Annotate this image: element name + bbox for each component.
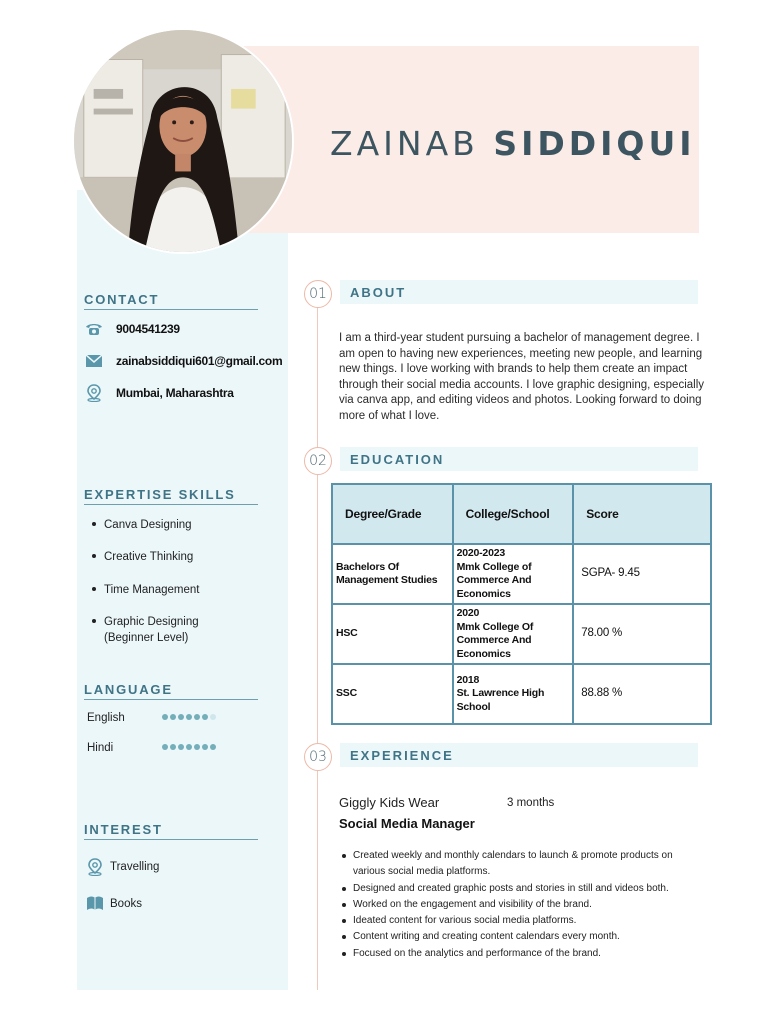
about-heading: ABOUT (350, 285, 407, 300)
level-dot (202, 714, 208, 720)
column-header: Degree/Grade (332, 484, 453, 544)
email-address[interactable]: zainabsiddiqui601@gmail.com (116, 354, 283, 368)
year: 2020 (456, 607, 480, 619)
degree-cell: Bachelors Of Management Studies (332, 544, 453, 604)
list-item: Created weekly and monthly calendars to launch & promote products on various social media platforms. (340, 848, 680, 881)
education-table (331, 483, 712, 725)
language-level-dots (162, 714, 216, 720)
school-name: St. Lawrence High School (456, 687, 545, 713)
list-item: Ideated content for various social media platforms. (340, 913, 680, 929)
level-dot (170, 744, 176, 750)
experience-heading: EXPERIENCE (350, 748, 454, 763)
school-cell (453, 544, 574, 604)
level-dot (170, 714, 176, 720)
school-cell (453, 664, 574, 724)
level-dot (210, 744, 216, 750)
profile-photo (72, 28, 294, 254)
skill-item: Graphic Designing (Beginner Level) (92, 614, 199, 646)
list-item: Focused on the analytics and performance of the brand. (340, 946, 680, 962)
list-item: Designed and created graphic posts and stories in still and videos both. (340, 881, 680, 897)
level-dot (178, 744, 184, 750)
table-row (332, 544, 711, 604)
person-name (330, 124, 696, 163)
score-cell: 88.88 % (573, 664, 711, 724)
contact-phone (84, 320, 284, 338)
school-cell (453, 604, 574, 664)
skill-level-note: (Beginner Level) (104, 632, 189, 644)
skill-item: Time Management (92, 582, 199, 598)
interest-item (86, 895, 142, 913)
company-name: Giggly Kids Wear (339, 795, 440, 810)
school-name: Mmk College of Commerce And Economics (456, 560, 532, 600)
language-row-english (87, 712, 257, 726)
table-row (332, 664, 711, 724)
level-dot (194, 744, 200, 750)
list-item: Worked on the engagement and visibility of the brand. (340, 897, 680, 913)
first-name: ZAINAB (330, 124, 479, 163)
contact-heading: CONTACT (84, 292, 258, 310)
level-dot (162, 714, 168, 720)
phone-icon (84, 321, 104, 337)
school-name: Mmk College Of Commerce And Economics (456, 620, 534, 660)
level-dot (162, 744, 168, 750)
location-text: Mumbai, Maharashtra (116, 386, 234, 400)
score-cell: SGPA- 9.45 (573, 544, 711, 604)
location-pin-icon (84, 385, 104, 401)
book-icon (86, 895, 104, 913)
score-cell: 78.00 % (573, 604, 711, 664)
level-dot (210, 714, 216, 720)
level-dot (178, 714, 184, 720)
phone-number: 9004541239 (116, 322, 180, 336)
level-dot (194, 714, 200, 720)
contact-location (84, 384, 284, 402)
last-name: SIDDIQUI (493, 124, 696, 163)
skill-item: Canva Designing (92, 517, 192, 533)
section-number-education: 02 (304, 447, 332, 475)
experience-bullets (340, 848, 680, 962)
mail-icon (84, 353, 104, 369)
degree-cell: SSC (332, 664, 453, 724)
table-header-row (332, 484, 711, 544)
timeline-line (317, 300, 318, 990)
language-heading: LANGUAGE (84, 682, 258, 700)
section-number-experience: 03 (304, 743, 332, 771)
level-dot (202, 744, 208, 750)
interest-label: Books (110, 898, 142, 910)
level-dot (186, 714, 192, 720)
list-item: Content writing and creating content calendars every month. (340, 929, 680, 945)
contact-email (84, 352, 284, 370)
about-heading-bar (340, 280, 698, 304)
table-row (332, 604, 711, 664)
job-duration: 3 months (507, 797, 555, 809)
interest-item (86, 858, 159, 876)
language-level-dots (162, 744, 216, 750)
language-name: English (87, 712, 125, 724)
job-role: Social Media Manager (339, 816, 475, 831)
interest-label: Travelling (110, 861, 160, 873)
year: 2018 (456, 673, 480, 686)
interest-heading: INTEREST (84, 822, 258, 840)
location-pin-icon (86, 858, 104, 876)
section-number-about: 01 (304, 280, 332, 308)
skills-heading: EXPERTISE SKILLS (84, 487, 258, 505)
column-header: College/School (453, 484, 574, 544)
education-heading-bar (340, 447, 698, 471)
education-heading: EDUCATION (350, 452, 445, 467)
year: 2020-2023 (456, 547, 505, 559)
experience-heading-bar (340, 743, 698, 767)
language-name: Hindi (87, 742, 114, 754)
language-row-hindi (87, 742, 257, 756)
degree-cell: HSC (332, 604, 453, 664)
skill-item: Creative Thinking (92, 549, 193, 565)
level-dot (186, 744, 192, 750)
about-paragraph: I am a third-year student pursuing a bachelor of management degree. I am open to having new experiences, meeting new people, and learning new things. I love working with brands to help them create an impact through their social media accounts. I love graphic designing, especially via canva app, and editing videos and photos. Looking forward to doing more of what I love. (339, 332, 705, 422)
column-header: Score (573, 484, 711, 544)
